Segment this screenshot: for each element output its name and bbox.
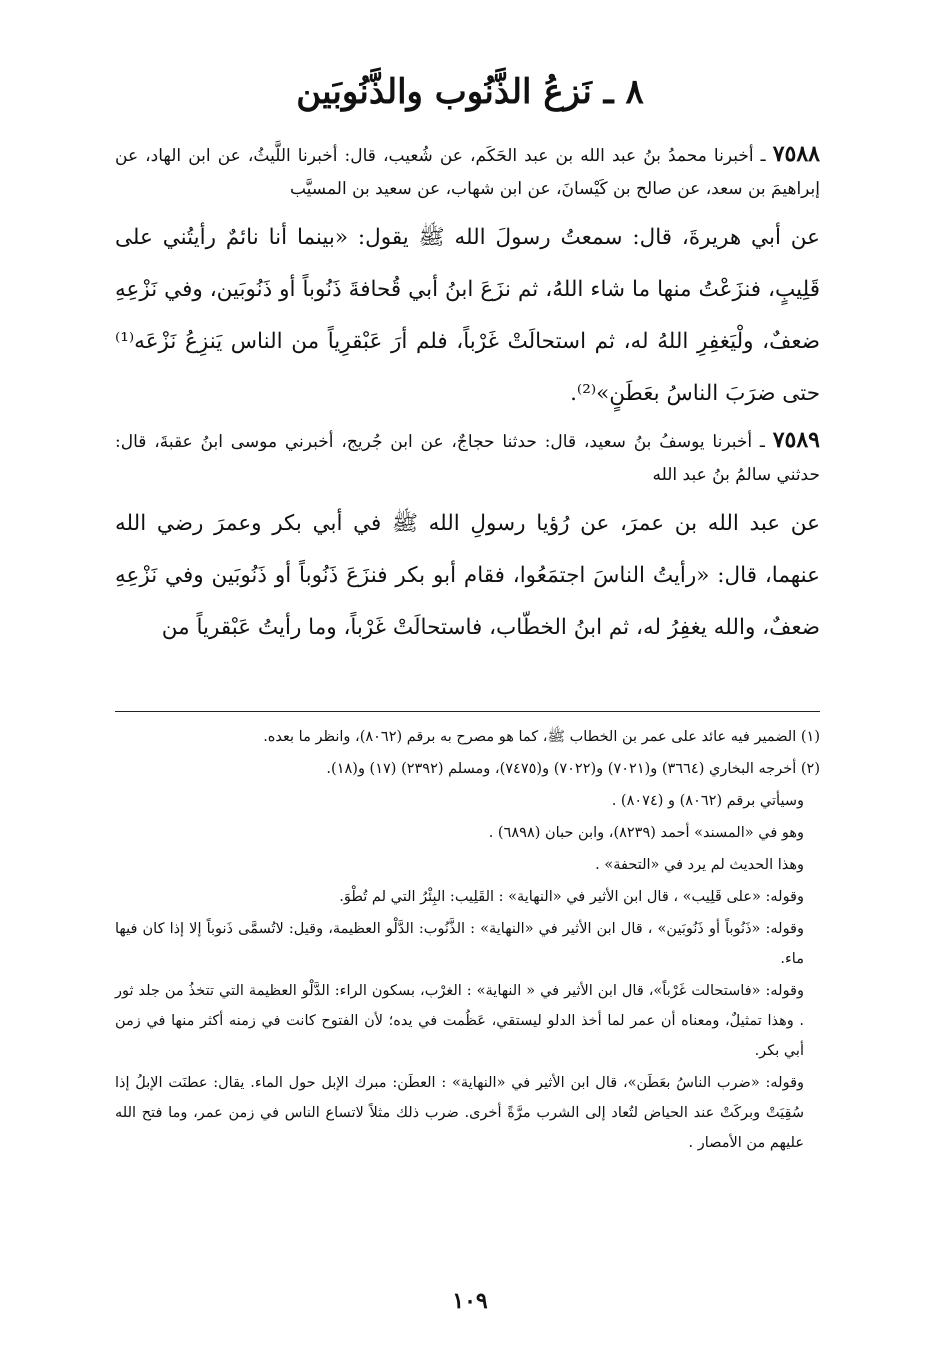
footnote-1: (١) الضمير فيه عائد على عمر بن الخطاب ﷺ، كما هو مصرح به برقم (٨٠٦٢)، وانظر ما بعده. (263, 729, 820, 745)
footnote-divider (115, 711, 820, 712)
footnote-line: وقوله: «ذَنُوباً أو ذَنُوبَين» ، قال ابن الأثير في «النهاية» : الذَّنُوب: الدَّلْو العظيمة، وقيل: لاتُسمَّى ذَنوباً إلا إذا كان فيها ماء. (115, 921, 804, 967)
hadith-isnad (115, 424, 820, 492)
footnote-line: وسيأتي برقم (٨٠٦٢) و (٨٠٧٤) . (611, 793, 804, 809)
footnote-line: وقوله: «فاستحالت غَرْباً»، قال ابن الأثير في « النهاية» : الغرْب، بسكون الراء: الدَّلْو العظيمة التي تتخذُ من جلد ثور . وهذا تمثيلٌ، ومعناه أن عمر لما أخذ الدلو ليستقي، عَظُمت في يده؛ لأن الفتوح كانت في زمنه أكثر منها في زمن أبي بكر. (115, 983, 804, 1059)
footnote-line: وقوله: «على قَلِيب» ، قال ابن الأثير في «النهاية» : القَلِيب: البِئْرُ التي لم تُطْوَ. (339, 889, 804, 905)
main-text (115, 138, 820, 658)
hadith-number: ٧٥٨٩ (772, 427, 820, 453)
hadith-matn: عن عبد الله بن عمرَ، عن رُؤيا رسولِ الله ﷺ في أبي بكر وعمرَ رضي الله عنهما، قال: «رأيتُ الناسَ اجتمَعُوا، فقام أبو بكر فنزَعَ ذَنُوباً أو ذَنُوبَين وفي نَزْعِهِ ضعفٌ، والله يغفِرُ له، ثم ابنُ الخطّاب، فاستحالَتْ غَرْباً، وما رأيتُ عَبْقرياً من (115, 511, 820, 640)
footnote-line: وقوله: «ضرب الناسُ بعَطَن»، قال ابن الأثير في «النهاية» : العطَن: مبرك الإبل حول الماء. يقال: عطنَت الإبلُ إذا سُقِيَتْ وبركَتْ عند الحياض لتُعاد إلى الشرب مرَّةً أخرى. ضرب ذلك مثلاً لاتساع الناس في زمن عمر، وما فتح الله عليهم من الأمصار . (115, 1075, 804, 1151)
page-number: ١٠٩ (452, 1288, 488, 1314)
isnad-text: ـ أخبرنا محمدُ بنُ عبد الله بن عبد الحَكَم، عن شُعيب، قال: أخبرنا اللَّيثُ، عن ابن الهاد، عن إبراهيمَ بن سعد، عن صالح بن كَيْسانَ، عن ابن شهاب، عن سعيد بن المسيَّب (115, 146, 820, 199)
chapter-title: ٨ ـ نَزعُ الذَّنُوب والذَّنُوبَين (296, 72, 644, 112)
hadith-isnad (115, 138, 820, 206)
footnote-2: (٢) أخرجه البخاري (٣٦٦٤) و(٧٠٢١) و(٧٠٢٢) و(٧٤٧٥)، ومسلم (٢٣٩٢) (١٧) و(١٨). (326, 761, 820, 777)
footnote-line: وهذا الحديث لم يرد في «التحفة» . (595, 857, 804, 873)
hadith-matn: عن أبي هريرةَ، قال: سمعتُ رسولَ الله ﷺ يقول: «بينما أنا نائمٌ رأيتُني على قَلِيبٍ، فنزَعْتُ منها ما شاء اللهُ، ثم نزَعَ ابنُ أبي قُحافةَ ذَنُوباً أو ذَنُوبَين، وفي نَزْعِهِ ضعفٌ، ولْيَغفِرِ اللهُ له، ثم استحالَتْ غَرْباً، فلم أرَ عَبْقرِياً من الناس يَنزِعُ نَزْعَه⁽¹⁾ حتى ضرَبَ الناسُ بعَطَنٍ»⁽²⁾. (115, 225, 820, 406)
hadith-number: ٧٥٨٨ (772, 141, 820, 167)
footnote-line: وهو في «المسند» أحمد (٨٢٣٩)، وابن حبان (٦٨٩٨) . (488, 825, 804, 841)
isnad-text: ـ أخبرنا يوسفُ بنُ سعيد، قال: حدثنا حجاجٌ، عن ابن جُريج، أخبرني موسى ابنُ عقبةَ، قال: حدثني سالمُ بنُ عبد الله (115, 432, 820, 485)
footnotes (115, 722, 820, 1160)
